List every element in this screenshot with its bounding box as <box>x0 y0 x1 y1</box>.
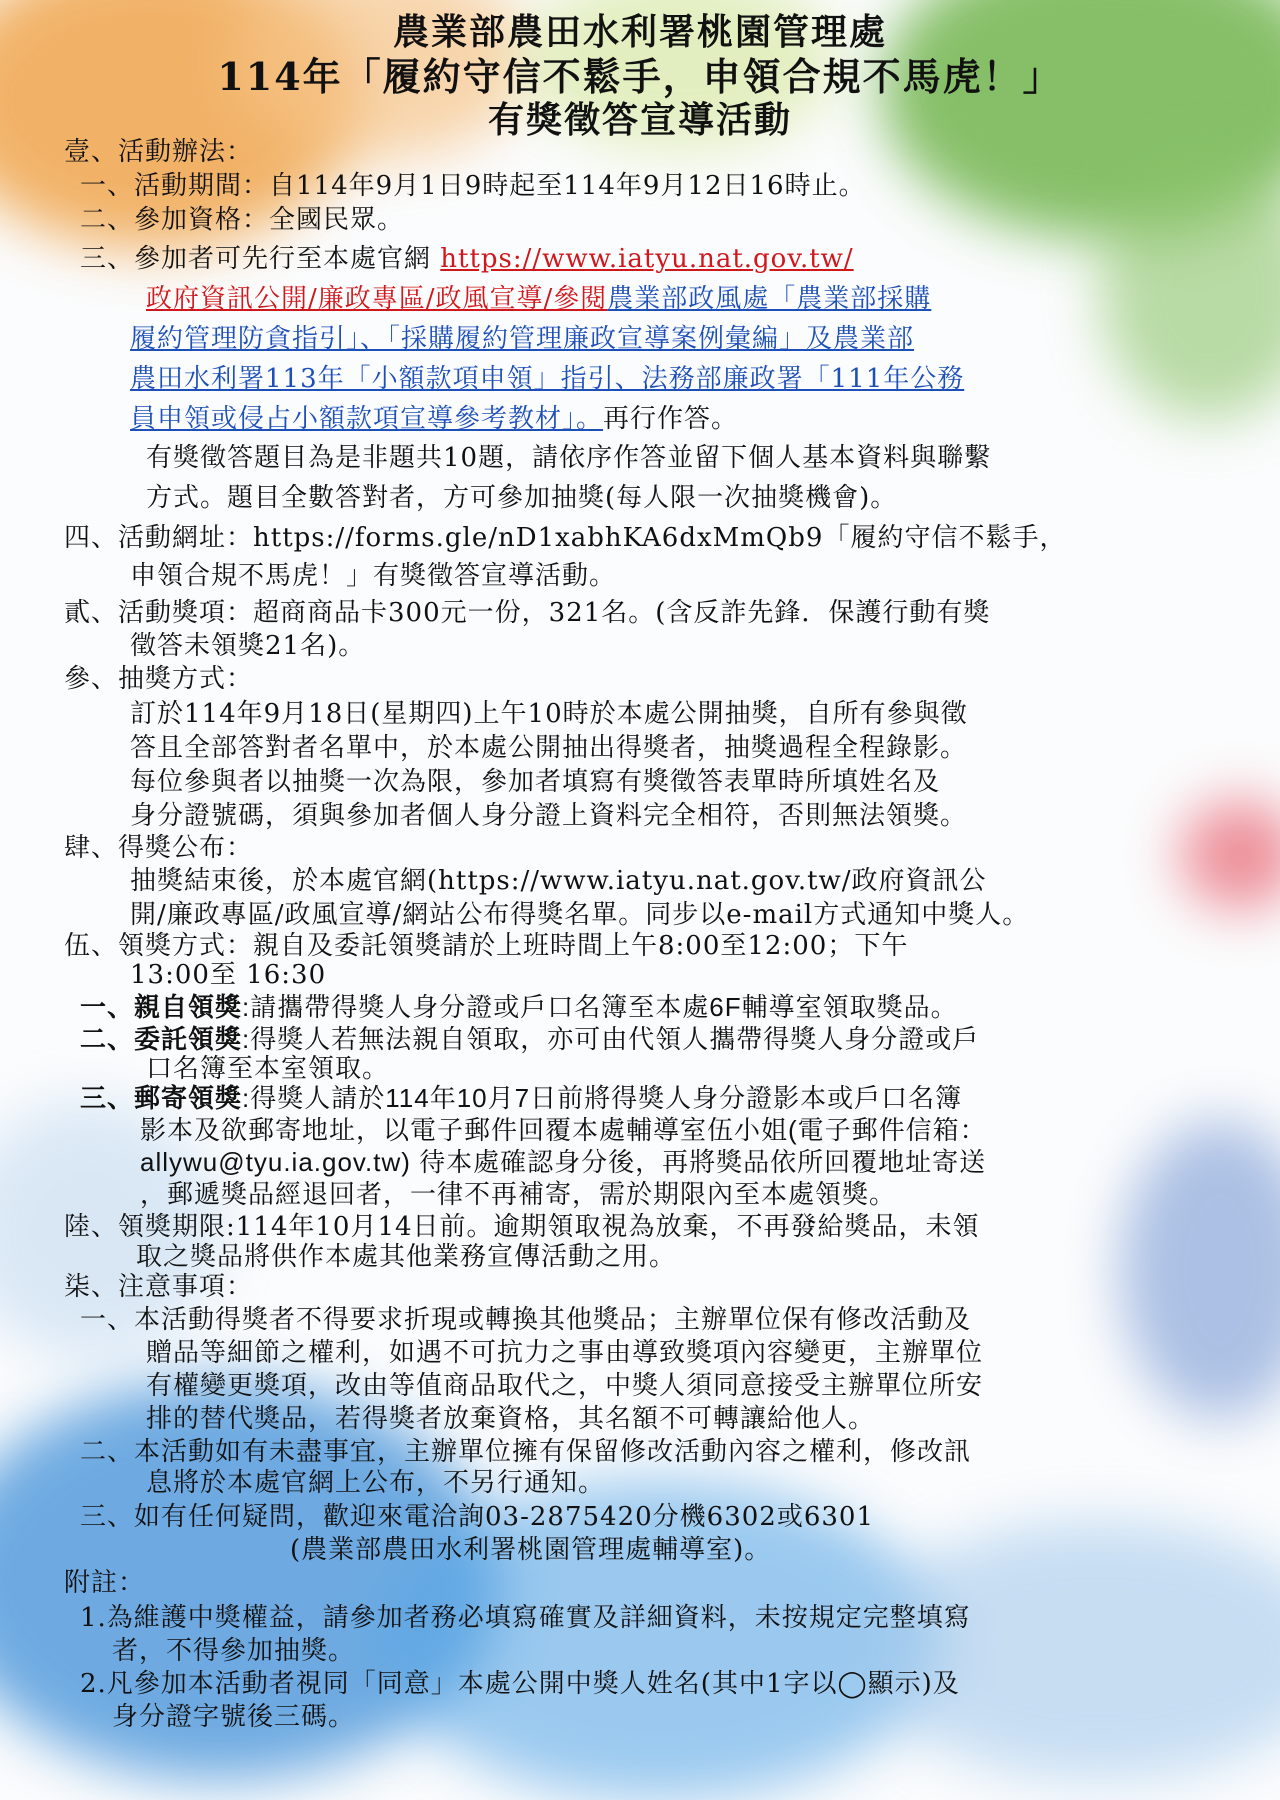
activity-url-line-2: 申領合規不馬虎！」有獎徵答宣導活動。 <box>130 561 617 591</box>
title-line-1: 農業部農田水利署桃園管理處 <box>392 11 887 53</box>
s1-item-3 <box>80 242 854 276</box>
s5-item-3 <box>80 1081 962 1116</box>
title-line-3: 有獎徵答宣導活動 <box>487 99 792 141</box>
s1-item-3-suffix: 再行作答。 <box>603 404 739 434</box>
section-6-line-2: 取之獎品將供作本處其他業務宣傳活動之用。 <box>136 1242 677 1272</box>
s5-item-3-line-2: 影本及欲郵寄地址，以電子郵件回覆本處輔導室伍小姐(電子郵件信箱： <box>140 1115 987 1145</box>
s7-item-2-line-2: 息將於本處官網上公布，不另行通知。 <box>146 1468 606 1498</box>
s1-item-3-line-2 <box>146 282 931 316</box>
s4-line-1: 抽獎結束後，於本處官網(https://www.iatyu.nat.gov.tw/政府資訊公 <box>130 866 987 896</box>
s7-item-3-line-2: (農業部農田水利署桃園管理處輔導室)。 <box>290 1535 772 1565</box>
section-1-heading: 壹、活動辦法： <box>64 137 254 167</box>
note-2-line-1: 2.凡參加本活動者視同「同意」本處公開中獎人姓名(其中1字以◯顯示)及 <box>80 1669 960 1699</box>
section-2-line-1: 貳、活動獎項：超商商品卡300元一份，321名。(含反詐先鋒．保護行動有獎 <box>64 598 991 628</box>
guideline-link-line-4 <box>130 402 738 436</box>
section-6-line-1: 陸、領獎期限:114年10月14日前。逾期領取視為放棄，不再發給獎品，未領 <box>64 1212 980 1242</box>
s5-item-3-text: :得獎人請於114年10月7日前將得獎人身分證影本或戶口名簿 <box>242 1083 963 1113</box>
section-7-heading: 柒、注意事項： <box>64 1272 254 1302</box>
title-line-2: 114年「履約守信不鬆手，申領合規不馬虎！」 <box>217 54 1063 99</box>
s3-line-1: 訂於114年9月18日(星期四)上午10時於本處公開抽獎，自所有參與徵 <box>130 699 968 729</box>
note-2-line-2: 身分證字號後三碼。 <box>112 1702 356 1732</box>
s1-item-3-prefix: 三、參加者可先行至本處官網 <box>80 244 441 274</box>
s3-line-3: 每位參與者以抽獎一次為限，參加者填寫有獎徵答表單時所填姓名及 <box>130 767 941 797</box>
s7-item-1-line-2: 贈品等細節之權利，如遇不可抗力之事由導致獎項內容變更，主辦單位 <box>146 1338 984 1368</box>
activity-url-line-1[interactable]: 四、活動網址：https://forms.gle/nD1xabhKA6dxMmQb9「履約守信不鬆手， <box>64 523 1067 553</box>
s4-line-2: 開/廉政專區/政風宣導/網站公布得獎名單。同步以e-mail方式通知中獎人。 <box>130 900 1030 930</box>
s3-line-2: 答且全部答對者名單中，於本處公開抽出得獎者，抽獎過程全程錄影。 <box>130 733 968 763</box>
note-1-line-1: 1.為維護中獎權益，請參加者務必填寫確實及詳細資料，未按規定完整填寫 <box>80 1603 971 1633</box>
s5-item-1-label: 一、親自領獎 <box>80 993 243 1023</box>
site-path-link[interactable]: 政府資訊公開/廉政專區/政風宣導/參閱 <box>146 284 608 314</box>
s1-item-1: 一、活動期間：自114年9月1日9時起至114年9月12日16時止。 <box>80 171 866 201</box>
section-5-line-2: 13:00至 16:30 <box>130 960 327 990</box>
guideline-link-line-2[interactable]: 履約管理防貪指引」、「採購履約管理廉政宣導案例彙編」及農業部 <box>130 324 915 354</box>
s5-item-3-line-4: ，郵遞獎品經退回者，一律不再補寄，需於期限內至本處領獎。 <box>140 1179 897 1209</box>
guideline-link-line-3[interactable]: 農田水利署113年「小額款項申領」指引、法務部廉政署「111年公務 <box>130 364 965 394</box>
section-4-heading: 肆、得獎公布： <box>64 833 254 863</box>
s5-item-3-line-3: allywu@tyu.ia.gov.tw) 待本處確認身分後，再將獎品依所回覆地址寄送 <box>140 1147 987 1177</box>
s3-line-4: 身分證號碼，須與參加者個人身分證上資料完全相符，否則無法領獎。 <box>130 801 968 831</box>
s5-item-2-label: 二、委託領獎 <box>80 1025 243 1055</box>
s5-item-2-cont: 口名簿至本室領取。 <box>146 1053 390 1083</box>
s7-item-1-line-4: 排的替代獎品，若得獎者放棄資格，其名額不可轉讓給他人。 <box>146 1404 876 1434</box>
s7-item-1-line-3: 有權變更獎項，改由等值商品取代之，中獎人須同意接受主辦單位所安 <box>146 1371 984 1401</box>
official-site-link[interactable]: https://www.iatyu.nat.gov.tw/ <box>440 244 854 274</box>
quiz-desc-2: 方式。題目全數答對者，方可參加抽獎(每人限一次抽獎機會)。 <box>146 483 898 513</box>
s5-item-2-text: :得獎人若無法親自領取，亦可由代領人攜帶得獎人身分證或戶 <box>242 1024 980 1054</box>
teaching-material-link[interactable]: 員申領或侵占小額款項宣導參考教材」。 <box>130 404 604 434</box>
note-1-line-2: 者，不得參加抽獎。 <box>112 1636 356 1666</box>
quiz-desc-1: 有獎徵答題目為是非題共10題，請依序作答並留下個人基本資料與聯繫 <box>146 443 992 473</box>
s7-item-2-line-1: 二、本活動如有未盡事宜，主辦單位擁有保留修改活動內容之權利，修改訊 <box>80 1437 972 1467</box>
section-3-heading: 參、抽獎方式： <box>64 664 254 694</box>
s7-item-1-line-1: 一、本活動得獎者不得要求折現或轉換其他獎品；主辦單位保有修改活動及 <box>80 1305 972 1335</box>
s7-item-3-line-1: 三、如有任何疑問，歡迎來電洽詢03-2875420分機6302或6301 <box>80 1502 874 1532</box>
section-5-line-1: 伍、領獎方式：親自及委託領獎請於上班時間上午8:00至12:00；下午 <box>64 931 909 961</box>
notes-heading: 附註： <box>64 1568 146 1598</box>
s1-item-2: 二、參加資格：全國民眾。 <box>80 205 405 235</box>
section-2-line-2: 徵答未領獎21名)。 <box>130 631 366 661</box>
s5-item-3-label: 三、郵寄領獎 <box>80 1084 243 1114</box>
s5-item-1-text: :請攜帶得獎人身分證或戶口名簿至本處6F輔導室領取獎品。 <box>242 992 958 1022</box>
guideline-link[interactable]: 農業部政風處「農業部採購 <box>607 284 932 314</box>
s5-item-1 <box>80 990 958 1025</box>
